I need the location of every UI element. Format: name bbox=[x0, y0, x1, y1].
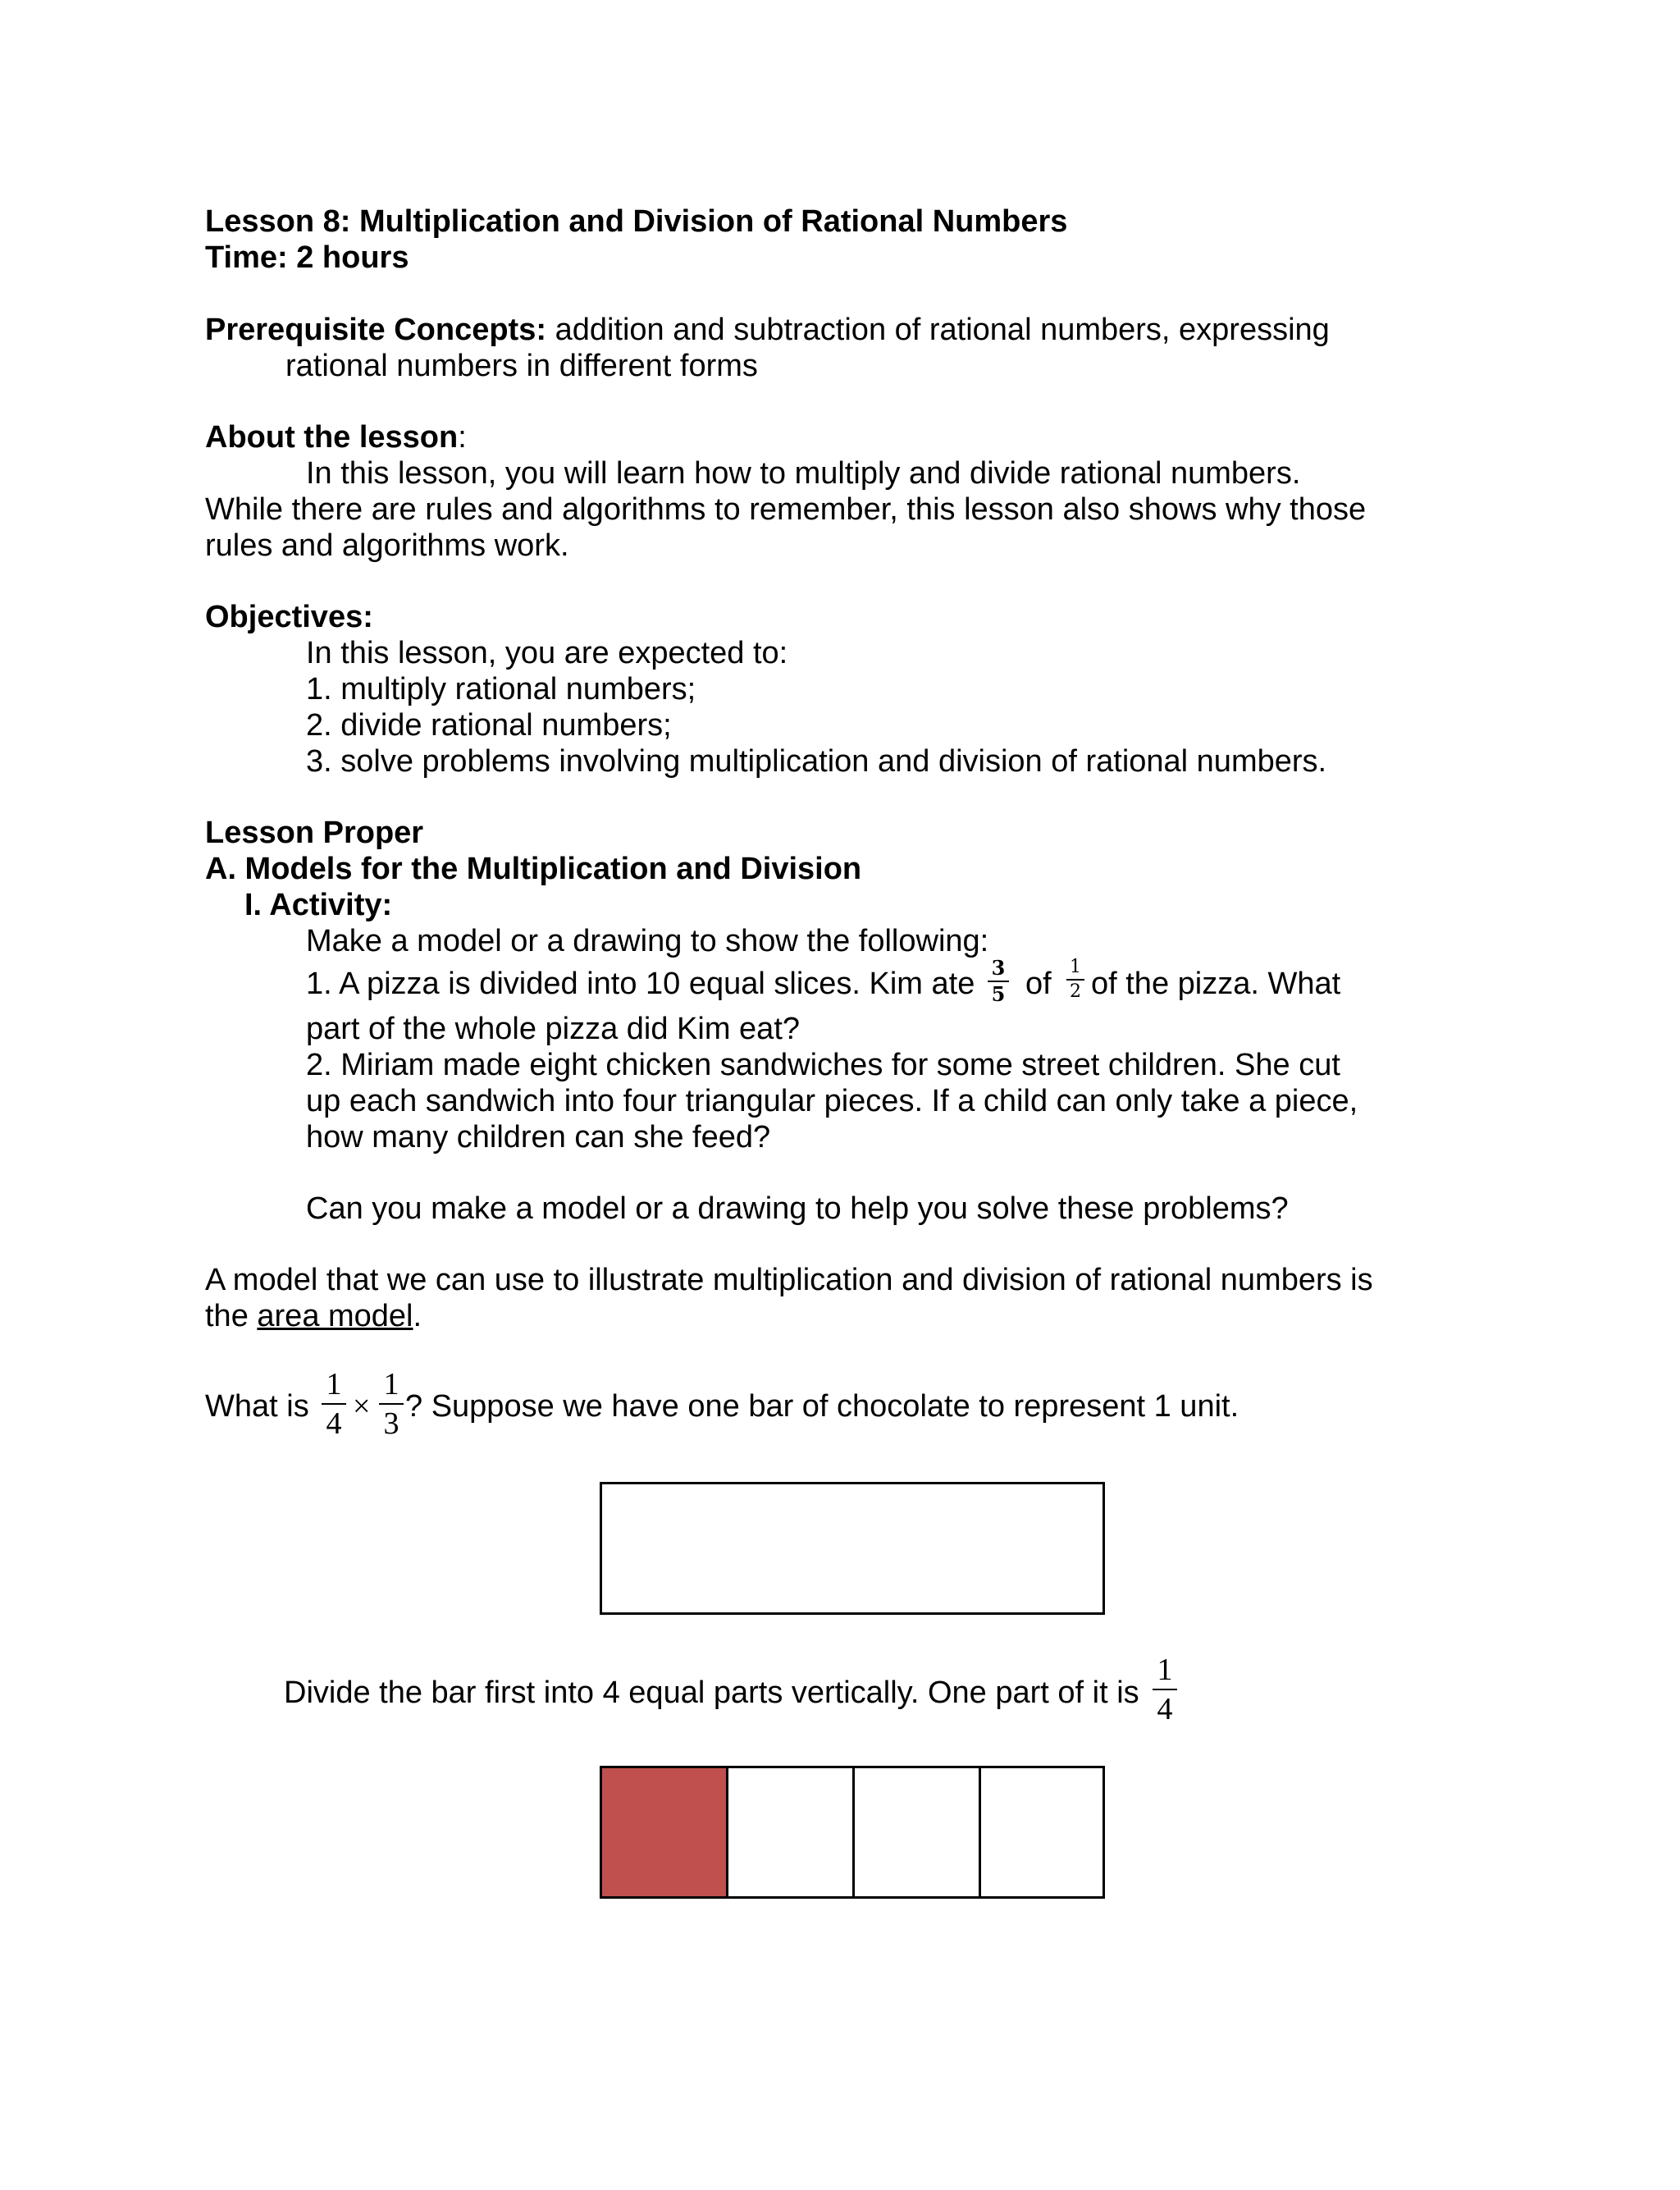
bar-part bbox=[979, 1766, 1105, 1899]
problem-1-text-c: part of the whole pizza did Kim eat? bbox=[306, 1012, 801, 1046]
about-colon: : bbox=[458, 420, 467, 455]
fraction-denominator: 2 bbox=[1070, 981, 1081, 1002]
chocolate-bar-divided bbox=[600, 1766, 1105, 1899]
problem-2-line2: up each sandwich into four triangular pieces. If a child can only take a piece, bbox=[306, 1084, 1358, 1118]
problem-1-of: of bbox=[1025, 967, 1052, 1001]
fraction-one-quarter-result bbox=[1153, 1654, 1177, 1725]
model-line2 bbox=[205, 1298, 422, 1334]
fraction-three-fifths bbox=[988, 958, 1009, 1004]
prerequisite-text: addition and subtraction of rational numbers, expressing bbox=[555, 313, 1330, 347]
chocolate-bar-whole bbox=[600, 1482, 1105, 1615]
what-is-suffix: ? Suppose we have one bar of chocolate to represent 1 unit. bbox=[405, 1389, 1239, 1424]
fraction-numerator: 1 bbox=[383, 1367, 399, 1401]
problem-1-text-b: of the pizza. What bbox=[1091, 967, 1341, 1001]
fraction-numerator: 1 bbox=[326, 1367, 342, 1401]
fraction-numerator: 1 bbox=[1070, 957, 1081, 977]
fraction-one-third bbox=[379, 1369, 404, 1439]
prerequisite-label: Prerequisite Concepts: bbox=[205, 313, 546, 347]
about-label: About the lesson bbox=[205, 420, 459, 455]
bar-part bbox=[852, 1766, 981, 1899]
fraction-numerator: 3 bbox=[991, 956, 1006, 980]
times-sign: × bbox=[353, 1389, 371, 1424]
fraction-denominator: 4 bbox=[1157, 1692, 1173, 1726]
bar-part bbox=[726, 1766, 855, 1899]
about-line1: In this lesson, you will learn how to multiply and divide rational numbers. bbox=[306, 456, 1301, 491]
prerequisite-line1 bbox=[205, 312, 1330, 348]
about-heading bbox=[205, 419, 467, 455]
problem-2-line3: how many children can she feed? bbox=[306, 1120, 771, 1154]
model-line1: A model that we can use to illustrate multiplication and division of rational numbers is bbox=[205, 1263, 1373, 1297]
fraction-one-half bbox=[1066, 958, 1084, 1001]
problem-2-line1: 2. Miriam made eight chicken sandwiches for some street children. She cut bbox=[306, 1048, 1340, 1082]
about-line3: rules and algorithms work. bbox=[205, 528, 569, 563]
model-line2-post: . bbox=[413, 1299, 422, 1333]
fraction-numerator: 1 bbox=[1157, 1653, 1173, 1687]
fraction-one-quarter bbox=[322, 1369, 346, 1439]
objectives-intro: In this lesson, you are expected to: bbox=[306, 636, 788, 670]
objective-item: 2. divide rational numbers; bbox=[306, 708, 672, 743]
objectives-heading: Objectives: bbox=[205, 600, 373, 634]
lesson-proper-heading: Lesson Proper bbox=[205, 816, 424, 850]
model-line2-pre: the bbox=[205, 1299, 249, 1333]
fraction-denominator: 5 bbox=[991, 982, 1006, 1006]
activity-instruction: Make a model or a drawing to show the following: bbox=[306, 924, 989, 958]
objective-item: 1. multiply rational numbers; bbox=[306, 672, 696, 706]
area-model-term: area model bbox=[257, 1299, 413, 1333]
problem-1-text-a: 1. A pizza is divided into 10 equal slices. Kim ate bbox=[306, 967, 975, 1001]
objective-item: 3. solve problems involving multiplication and division of rational numbers. bbox=[306, 744, 1327, 779]
activity-question: Can you make a model or a drawing to help you solve these problems? bbox=[306, 1191, 1289, 1226]
about-line2: While there are rules and algorithms to remember, this lesson also shows why those bbox=[205, 492, 1367, 527]
fraction-denominator: 4 bbox=[326, 1406, 342, 1441]
fraction-denominator: 3 bbox=[383, 1406, 399, 1441]
activity-heading: I. Activity: bbox=[244, 888, 393, 922]
section-a-heading: A. Models for the Multiplication and Division bbox=[205, 852, 862, 886]
prerequisite-line2: rational numbers in different forms bbox=[285, 349, 758, 383]
divide-instruction: Divide the bar first into 4 equal parts vertically. One part of it is bbox=[284, 1676, 1139, 1710]
bar-part-shaded bbox=[600, 1766, 728, 1899]
what-is-prefix: What is bbox=[205, 1389, 309, 1424]
lesson-title: Lesson 8: Multiplication and Division of Rational Numbers bbox=[205, 204, 1068, 239]
lesson-time: Time: 2 hours bbox=[205, 240, 409, 275]
